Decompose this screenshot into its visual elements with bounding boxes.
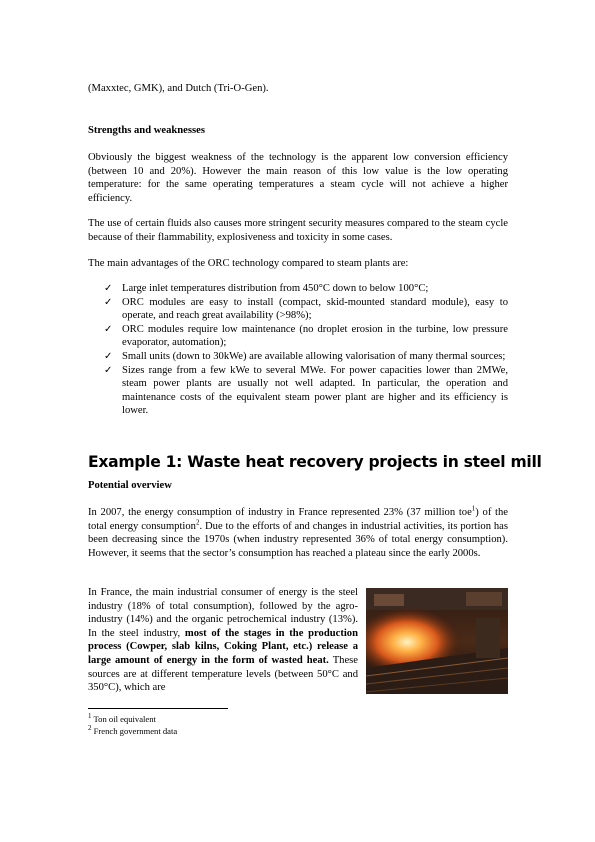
footnote-1: $^1$ Ton oil equivalent: [88, 712, 156, 724]
advantage-item: ✓ ORC modules require low maintenance (no droplet erosion in the turbine, low pressure evaporator, automation);: [104, 323, 508, 349]
paragraph-steel-industry: In France, the main industrial consumer of energy is the steel industry (18% of total consumption), followed by the agro-industry (14%) and the organic petrochemical industry (13%). In the steel industry, most of the stages in the production process (Cowper, slab kilns, Coking Plant, etc.) release a large amount of energy in the form of wasted heat. These sources are at different temperature levels (between 50°C and 350°C), which are: [88, 587, 358, 694]
paragraph-energy-consumption: In 2007, the energy consumption of industry in France represented 23% (37 million toe$^1$) of the total energy consumption$^2$. Due to the efforts of and changes in industrial activities, its portion has been decreasing since the 1970s (when industry represented 36% of total energy consumption). However, it seems that the sector’s consumption has reached a plateau since the early 2000s.: [88, 504, 509, 559]
check-mark-icon: ✓: [104, 296, 113, 308]
footnote-ref: 1: [471, 504, 476, 513]
check-mark-icon: ✓: [104, 283, 113, 294]
paragraph-fluids: The use of certain fluids also causes more stringent security measures compared to the steam cycle because of their flammability, explosiveness and toxicity in some cases.: [88, 218, 508, 243]
advantage-item: ✓ ORC modules are easy to install (compact, skid-mounted standard module), easy to operate, and reach great availability (>98%);: [104, 296, 508, 322]
footnote-2: $^2$ French government data: [88, 724, 178, 736]
section-heading-strengths: Strengths and weaknesses: [88, 125, 205, 136]
steel-mill-illustration: [366, 588, 508, 694]
steel-mill-photo: [366, 588, 508, 694]
subheading-potential-overview: Potential overview: [88, 480, 172, 491]
intro-line: (Maxxtec, GMK), and Dutch (Tri-O-Gen).: [88, 83, 269, 94]
check-mark-icon: ✓: [104, 364, 113, 376]
advantages-list: [104, 282, 508, 418]
advantage-item: ✓ Large inlet temperatures distribution from 450°C down to below 100°C;: [104, 283, 429, 294]
check-mark-icon: ✓: [104, 323, 113, 335]
advantage-item: ✓ Small units (down to 30kWe) are available allowing valorisation of many thermal sources;: [104, 350, 506, 362]
footnote-ref: 2: [195, 518, 200, 527]
paragraph-weakness: Obviously the biggest weakness of the technology is the apparent low conversion efficiency (between 10 and 20%). However the main reason of this low value is the low operating temperature: for the same operating temperatures a steam cycle will not achieve a higher efficiency.: [88, 152, 508, 204]
footnote-divider: [88, 708, 228, 709]
paragraph-advantages-intro: The main advantages of the ORC technology compared to steam plants are:: [88, 258, 409, 269]
example-title: Example 1: Waste heat recovery projects in steel mill: [88, 453, 542, 471]
advantage-item: ✓ Sizes range from a few kWe to several MWe. For power capacities lower than 2MWe, steam power plants are usually not well adapted. In particular, the operation and maintenance costs of the equivalent steam power plant are higher and its efficiency is lower.: [104, 364, 508, 417]
check-mark-icon: ✓: [104, 350, 113, 362]
